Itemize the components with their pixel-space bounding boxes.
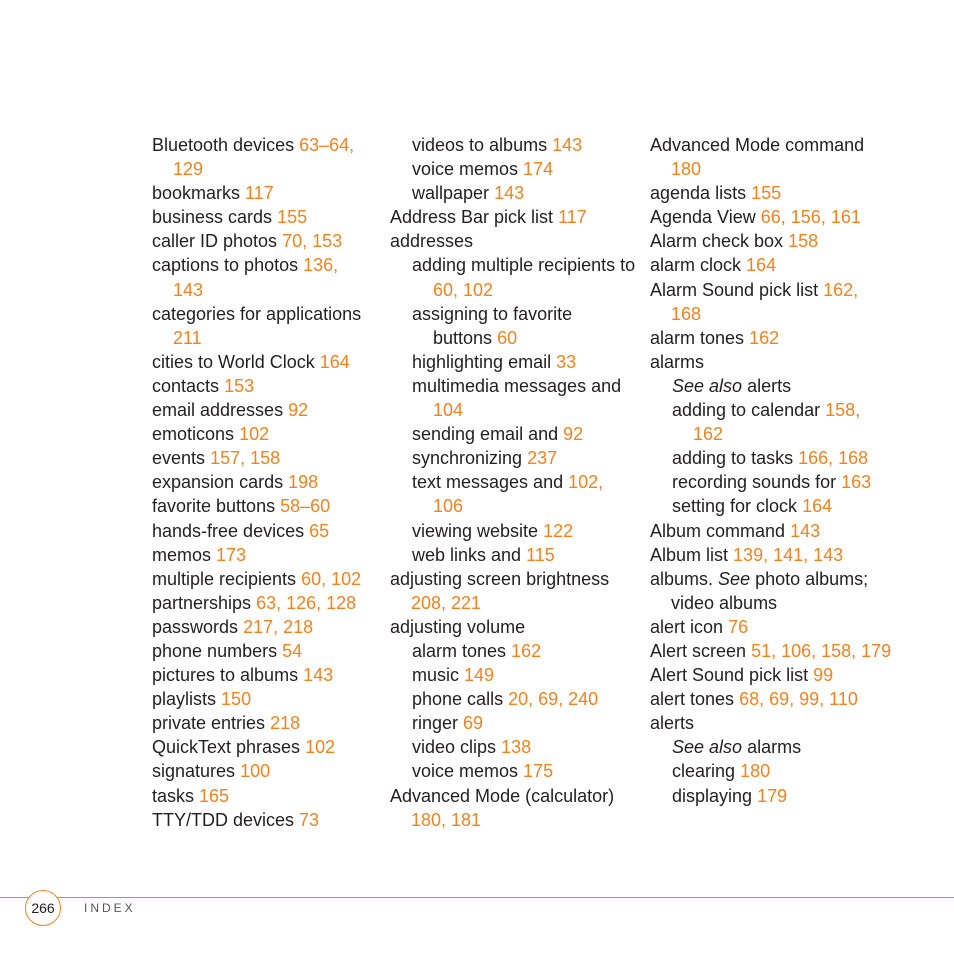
index-entry [650,326,905,350]
entry-term: alert icon [650,616,724,637]
page-refs[interactable]: 102 [305,737,336,758]
page-refs[interactable]: 54 [282,640,303,661]
index-entry [650,350,905,374]
see-also-label: See also [672,737,743,758]
index-entry [152,229,393,253]
footer-rule [0,897,954,898]
index-entry [650,687,905,711]
index-entry [152,663,393,687]
index-entry [650,543,905,567]
index-entry [152,470,393,494]
see-also-label: See also [672,375,743,396]
page-refs[interactable]: 92 [563,424,584,445]
index-entry [152,133,385,181]
index-column-2 [390,133,649,832]
index-subentry [672,784,905,808]
entry-term: videos to albums [412,135,548,155]
page-refs[interactable]: 60, 102 [301,568,362,589]
index-subentry [672,446,905,470]
entry-term: addresses [390,231,474,252]
index-subentry [412,687,649,711]
page-refs[interactable]: 33 [556,351,577,372]
page-refs[interactable]: 211 [173,327,202,348]
entry-term: synchronizing [412,448,523,469]
page-refs[interactable]: 162, 168 [671,279,859,324]
index-entry [650,711,905,735]
page-refs[interactable]: 99 [813,665,834,686]
page-refs[interactable]: 180, 181 [411,809,482,830]
entry-term: sending email and [412,424,559,445]
page-refs[interactable]: 143 [552,135,583,155]
index-entry [152,735,393,759]
section-label: INDEX [84,901,136,915]
index-entry [152,374,393,398]
page-refs[interactable]: 65 [309,520,330,541]
page-refs[interactable]: 51, 106, 158, 179 [751,640,892,661]
index-entry [390,615,649,639]
page-refs[interactable]: 143 [790,520,821,541]
index-column-3 [650,133,905,808]
index-entry [152,784,393,808]
index-subentry [672,759,905,783]
index-entry [650,567,905,615]
index-subentry [412,759,649,783]
page-number: 266 [31,900,55,916]
entry-term: web links and [412,544,522,565]
index-subentry [412,253,645,301]
entry-term: adding to tasks [672,448,794,469]
index-subentry [672,494,905,518]
index-entry [152,181,393,205]
index-subentry [412,374,649,422]
page-refs[interactable]: 162 [749,327,780,348]
entry-term: partnerships [152,592,252,613]
entry-term: TTY/TDD devices [152,809,295,830]
page-refs[interactable]: 218 [270,713,301,734]
index-entry [390,229,649,253]
entry-term: captions to photos [152,255,299,276]
index-subentry [672,398,889,446]
page-refs[interactable]: 162 [511,640,542,661]
page-refs[interactable]: 149 [464,665,495,686]
entry-term: categories for applications [152,303,362,324]
index-subentry [672,735,905,759]
index-entry [152,350,393,374]
page-refs[interactable]: 158 [788,231,819,252]
index-subentry [412,157,649,181]
index-subentry [412,639,649,663]
entry-term: tasks [152,785,195,806]
entry-term: signatures [152,761,236,782]
entry-term: alarms [650,351,705,372]
index-entry [650,229,905,253]
page-refs[interactable]: 155 [751,183,782,204]
entry-term: emoticons [152,424,235,445]
page-refs[interactable]: 179 [757,785,788,806]
page-refs[interactable]: 66, 156, 161 [760,207,861,228]
index-entry [152,494,393,518]
entry-term: Alarm check box [650,231,784,252]
entry-term: multiple recipients [152,568,297,589]
page-refs[interactable]: 70, 153 [282,231,343,252]
entry-term: voice memos [412,761,519,782]
entry-term: phone numbers [152,640,278,661]
entry-term: recording sounds for [672,472,837,493]
page-refs[interactable]: 237 [527,448,558,469]
index-subentry [412,446,649,470]
entry-term: memos [152,544,212,565]
index-subentry [412,133,649,157]
index-entry [650,663,905,687]
entry-term: Advanced Mode (calculator) [390,785,615,806]
page-refs[interactable]: 73 [299,809,320,830]
page-refs[interactable]: 115 [526,544,555,565]
index-entry [152,591,393,615]
page-refs[interactable]: 166, 168 [798,448,869,469]
entry-term: expansion cards [152,472,284,493]
entry-term: Alert Sound pick list [650,665,809,686]
entry-term: clearing [672,761,736,782]
index-entry [152,446,393,470]
index-entry [390,205,649,229]
page-refs[interactable]: 100 [240,761,271,782]
page-refs[interactable]: 150 [221,689,252,710]
entry-term: alarm tones [650,327,745,348]
page-refs[interactable]: 174 [523,159,554,180]
page-refs[interactable]: 163 [841,472,872,493]
entry-term: video clips [412,737,497,758]
cross-reference[interactable]: alerts [747,375,792,396]
page-refs[interactable]: 60, 102 [433,279,494,300]
entry-term: displaying [672,785,753,806]
entry-term: text messages and [412,472,564,493]
page-refs[interactable]: 164 [319,351,350,372]
entry-term: setting for clock [672,496,798,517]
entry-term: alarm clock [650,255,742,276]
entry-term: Address Bar pick list [390,207,554,228]
index-subentry [412,181,649,205]
index-entry [650,205,905,229]
index-entry [152,687,393,711]
page-refs[interactable]: 69 [463,713,484,734]
index-entry [152,808,393,832]
index-entry [650,639,897,663]
entry-term: highlighting email [412,351,552,372]
index-entry [152,422,393,446]
entry-term: voice memos [412,159,519,180]
index-entry [152,639,393,663]
page-refs[interactable]: 104 [433,400,464,421]
index-entry [390,567,643,615]
entry-term: viewing website [412,520,539,541]
entry-term: phone calls [412,689,504,710]
index-entry [152,567,393,591]
page-refs[interactable]: 164 [802,496,833,517]
entry-term: agenda lists [650,183,747,204]
index-entry [152,759,393,783]
index-subentry [412,735,649,759]
page-refs[interactable]: 117 [558,207,587,228]
page-refs[interactable]: 63, 126, 128 [256,592,357,613]
page-refs[interactable]: 180 [671,159,702,180]
index-entry [390,784,647,832]
page-refs[interactable]: 158, 162 [693,400,861,445]
entry-term: pictures to albums [152,665,299,686]
page-refs[interactable]: 155 [277,207,308,228]
entry-term: email addresses [152,400,284,421]
index-subentry [412,711,649,735]
entry-term: adjusting screen brightness [390,568,610,589]
index-entry [650,278,893,326]
page-refs[interactable]: 63–64, 129 [173,135,355,180]
page-refs[interactable]: 175 [523,761,554,782]
entry-term: passwords [152,616,239,637]
entry-term: alert tones [650,689,735,710]
entry-term: cities to World Clock [152,351,315,372]
entry-term: hands-free devices [152,520,305,541]
index-entry [152,543,393,567]
entry-term: caller ID photos [152,231,278,252]
page-refs[interactable]: 198 [288,472,319,493]
page-refs[interactable]: 143 [303,665,334,686]
index-subentry [412,470,633,518]
page-refs[interactable]: 164 [746,255,777,276]
index-subentry [412,663,649,687]
entry-term: Alert screen [650,640,747,661]
page-refs[interactable]: 136, 143 [173,255,339,300]
entry-term: QuickText phrases [152,737,301,758]
page-refs[interactable]: 102, 106 [433,472,604,517]
entry-term: wallpaper [412,183,490,204]
index-entry [650,615,905,639]
page-refs[interactable]: 157, 158 [210,448,281,469]
page-refs[interactable]: 122 [543,520,574,541]
index-entry [152,253,373,301]
page-refs[interactable]: 20, 69, 240 [508,689,599,710]
entry-term: Album list [650,544,729,565]
see-label: See [718,568,751,589]
index-subentry [412,302,613,350]
entry-term: adding to calendar [672,400,821,421]
index-subentry [672,470,905,494]
entry-term: alarm tones [412,640,507,661]
page-refs[interactable]: 180 [740,761,771,782]
index-entry [650,133,897,181]
page-refs[interactable]: 153 [224,375,255,396]
page-refs[interactable]: 102 [239,424,270,445]
entry-term: contacts [152,375,220,396]
page-refs[interactable]: 139, 141, 143 [733,544,844,565]
page-number-badge [25,890,61,926]
cross-reference[interactable]: alarms [747,737,802,758]
page-refs[interactable]: 173 [216,544,247,565]
entry-term: events [152,448,206,469]
entry-term: private entries [152,713,266,734]
index-subentry [412,350,649,374]
index-subentry [412,543,649,567]
entry-term: ringer [412,713,459,734]
page-refs[interactable]: 92 [288,400,309,421]
page-refs[interactable]: 60 [497,327,518,348]
index-entry [650,253,905,277]
page-refs[interactable]: 58–60 [280,496,331,517]
index-entry [152,615,393,639]
entry-term: assigning to favorite buttons [412,303,573,348]
page-refs[interactable]: 117 [245,183,274,204]
entry-term: favorite buttons [152,496,276,517]
entry-term: playlists [152,689,217,710]
entry-term: bookmarks [152,183,241,204]
index-subentry [672,374,905,398]
entry-term: music [412,665,460,686]
index-entry [152,711,393,735]
index-entry [650,181,905,205]
entry-term: alerts [650,713,695,734]
entry-term: Agenda View [650,207,756,228]
page-refs[interactable]: 165 [199,785,230,806]
index-entry [152,302,393,350]
page-refs[interactable]: 143 [494,183,525,204]
page-refs[interactable]: 217, 218 [243,616,314,637]
entry-term: albums. [650,568,714,589]
entry-term: business cards [152,207,273,228]
entry-term: Album command [650,520,786,541]
index-column-1 [152,133,393,832]
page-refs[interactable]: 208, 221 [411,592,482,613]
page-refs[interactable]: 138 [501,737,532,758]
page-refs[interactable]: 68, 69, 99, 110 [739,689,858,710]
index-subentry [412,519,649,543]
index-entry [152,519,393,543]
cross-reference[interactable]: photo albums; video albums [671,568,869,613]
entry-term: Bluetooth devices [152,135,295,155]
index-entry [152,398,393,422]
entry-term: adding multiple recipients to [412,255,636,276]
entry-term: adjusting volume [390,616,526,637]
index-entry [152,205,393,229]
index-entry [650,519,905,543]
entry-term: multimedia messages and [412,375,622,396]
entry-term: Advanced Mode command [650,135,865,155]
entry-term: Alarm Sound pick list [650,279,819,300]
index-subentry [412,422,649,446]
page-refs[interactable]: 76 [728,616,749,637]
